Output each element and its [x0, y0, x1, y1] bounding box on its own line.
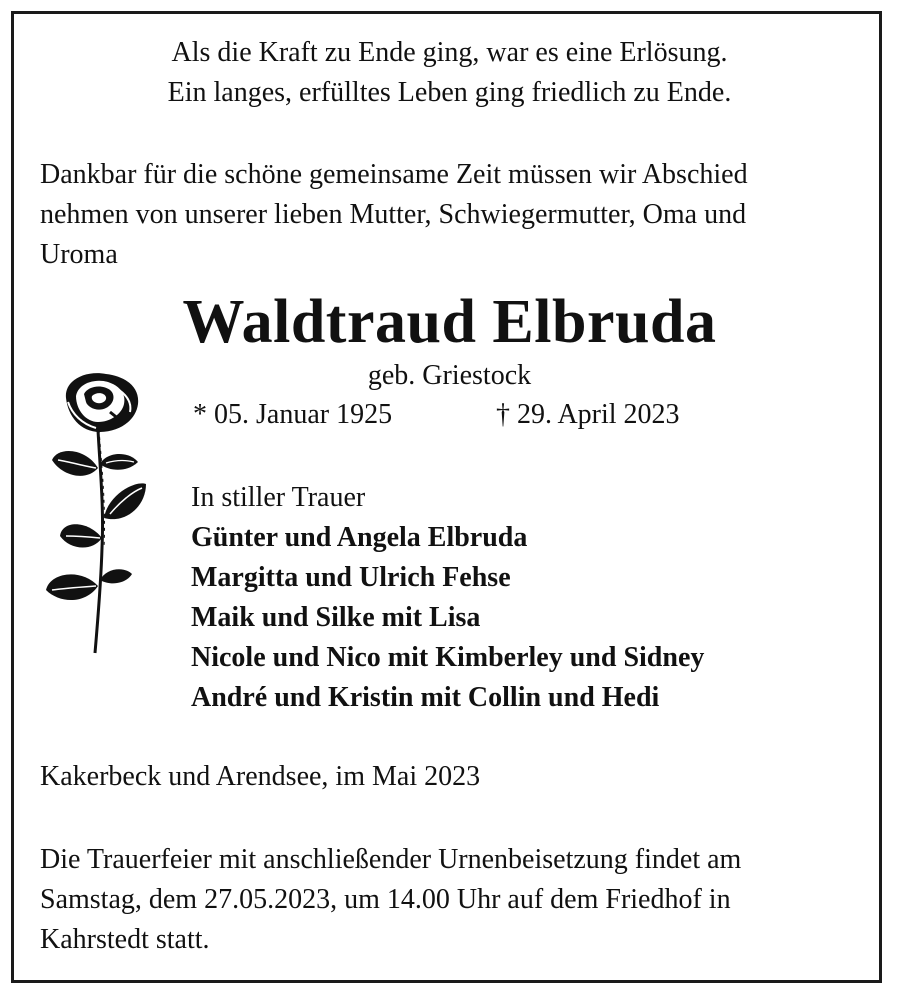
intro-line-2: nehmen von unserer lieben Mutter, Schwiegermutter, Oma und: [40, 199, 747, 230]
rose-icon: [46, 368, 156, 658]
family-entry: Margitta und Ulrich Fehse: [191, 562, 511, 593]
funeral-line-1: Die Trauerfeier mit anschließender Urnenbeisetzung findet am: [40, 844, 742, 875]
funeral-line-2: Samstag, dem 27.05.2023, um 14.00 Uhr auf dem Friedhof in: [40, 884, 731, 915]
mourning-heading: In stiller Trauer: [191, 482, 366, 513]
place-date: Kakerbeck und Arendsee, im Mai 2023: [40, 761, 481, 792]
birth-date: * 05. Januar 1925: [193, 399, 393, 430]
intro-line-1: Dankbar für die schöne gemeinsame Zeit müssen wir Abschied: [40, 159, 748, 190]
family-entry: Maik und Silke mit Lisa: [191, 602, 481, 633]
motto-line-2: Ein langes, erfülltes Leben ging friedlich zu Ende.: [167, 77, 732, 108]
birth-name: geb. Griestock: [367, 360, 532, 391]
funeral-line-3: Kahrstedt statt.: [40, 924, 210, 955]
family-entry: Günter und Angela Elbruda: [191, 522, 528, 553]
motto-line-1: Als die Kraft zu Ende ging, war es eine Erlösung.: [171, 37, 728, 68]
family-entry: André und Kristin mit Collin und Hedi: [191, 682, 660, 713]
mourners-list: [191, 478, 704, 718]
death-date: † 29. April 2023: [496, 399, 680, 430]
intro-line-3: Uroma: [40, 239, 118, 270]
deceased-name: Waldtraud Elbruda: [182, 288, 717, 356]
family-entry: Nicole und Nico mit Kimberley und Sidney: [191, 642, 705, 673]
